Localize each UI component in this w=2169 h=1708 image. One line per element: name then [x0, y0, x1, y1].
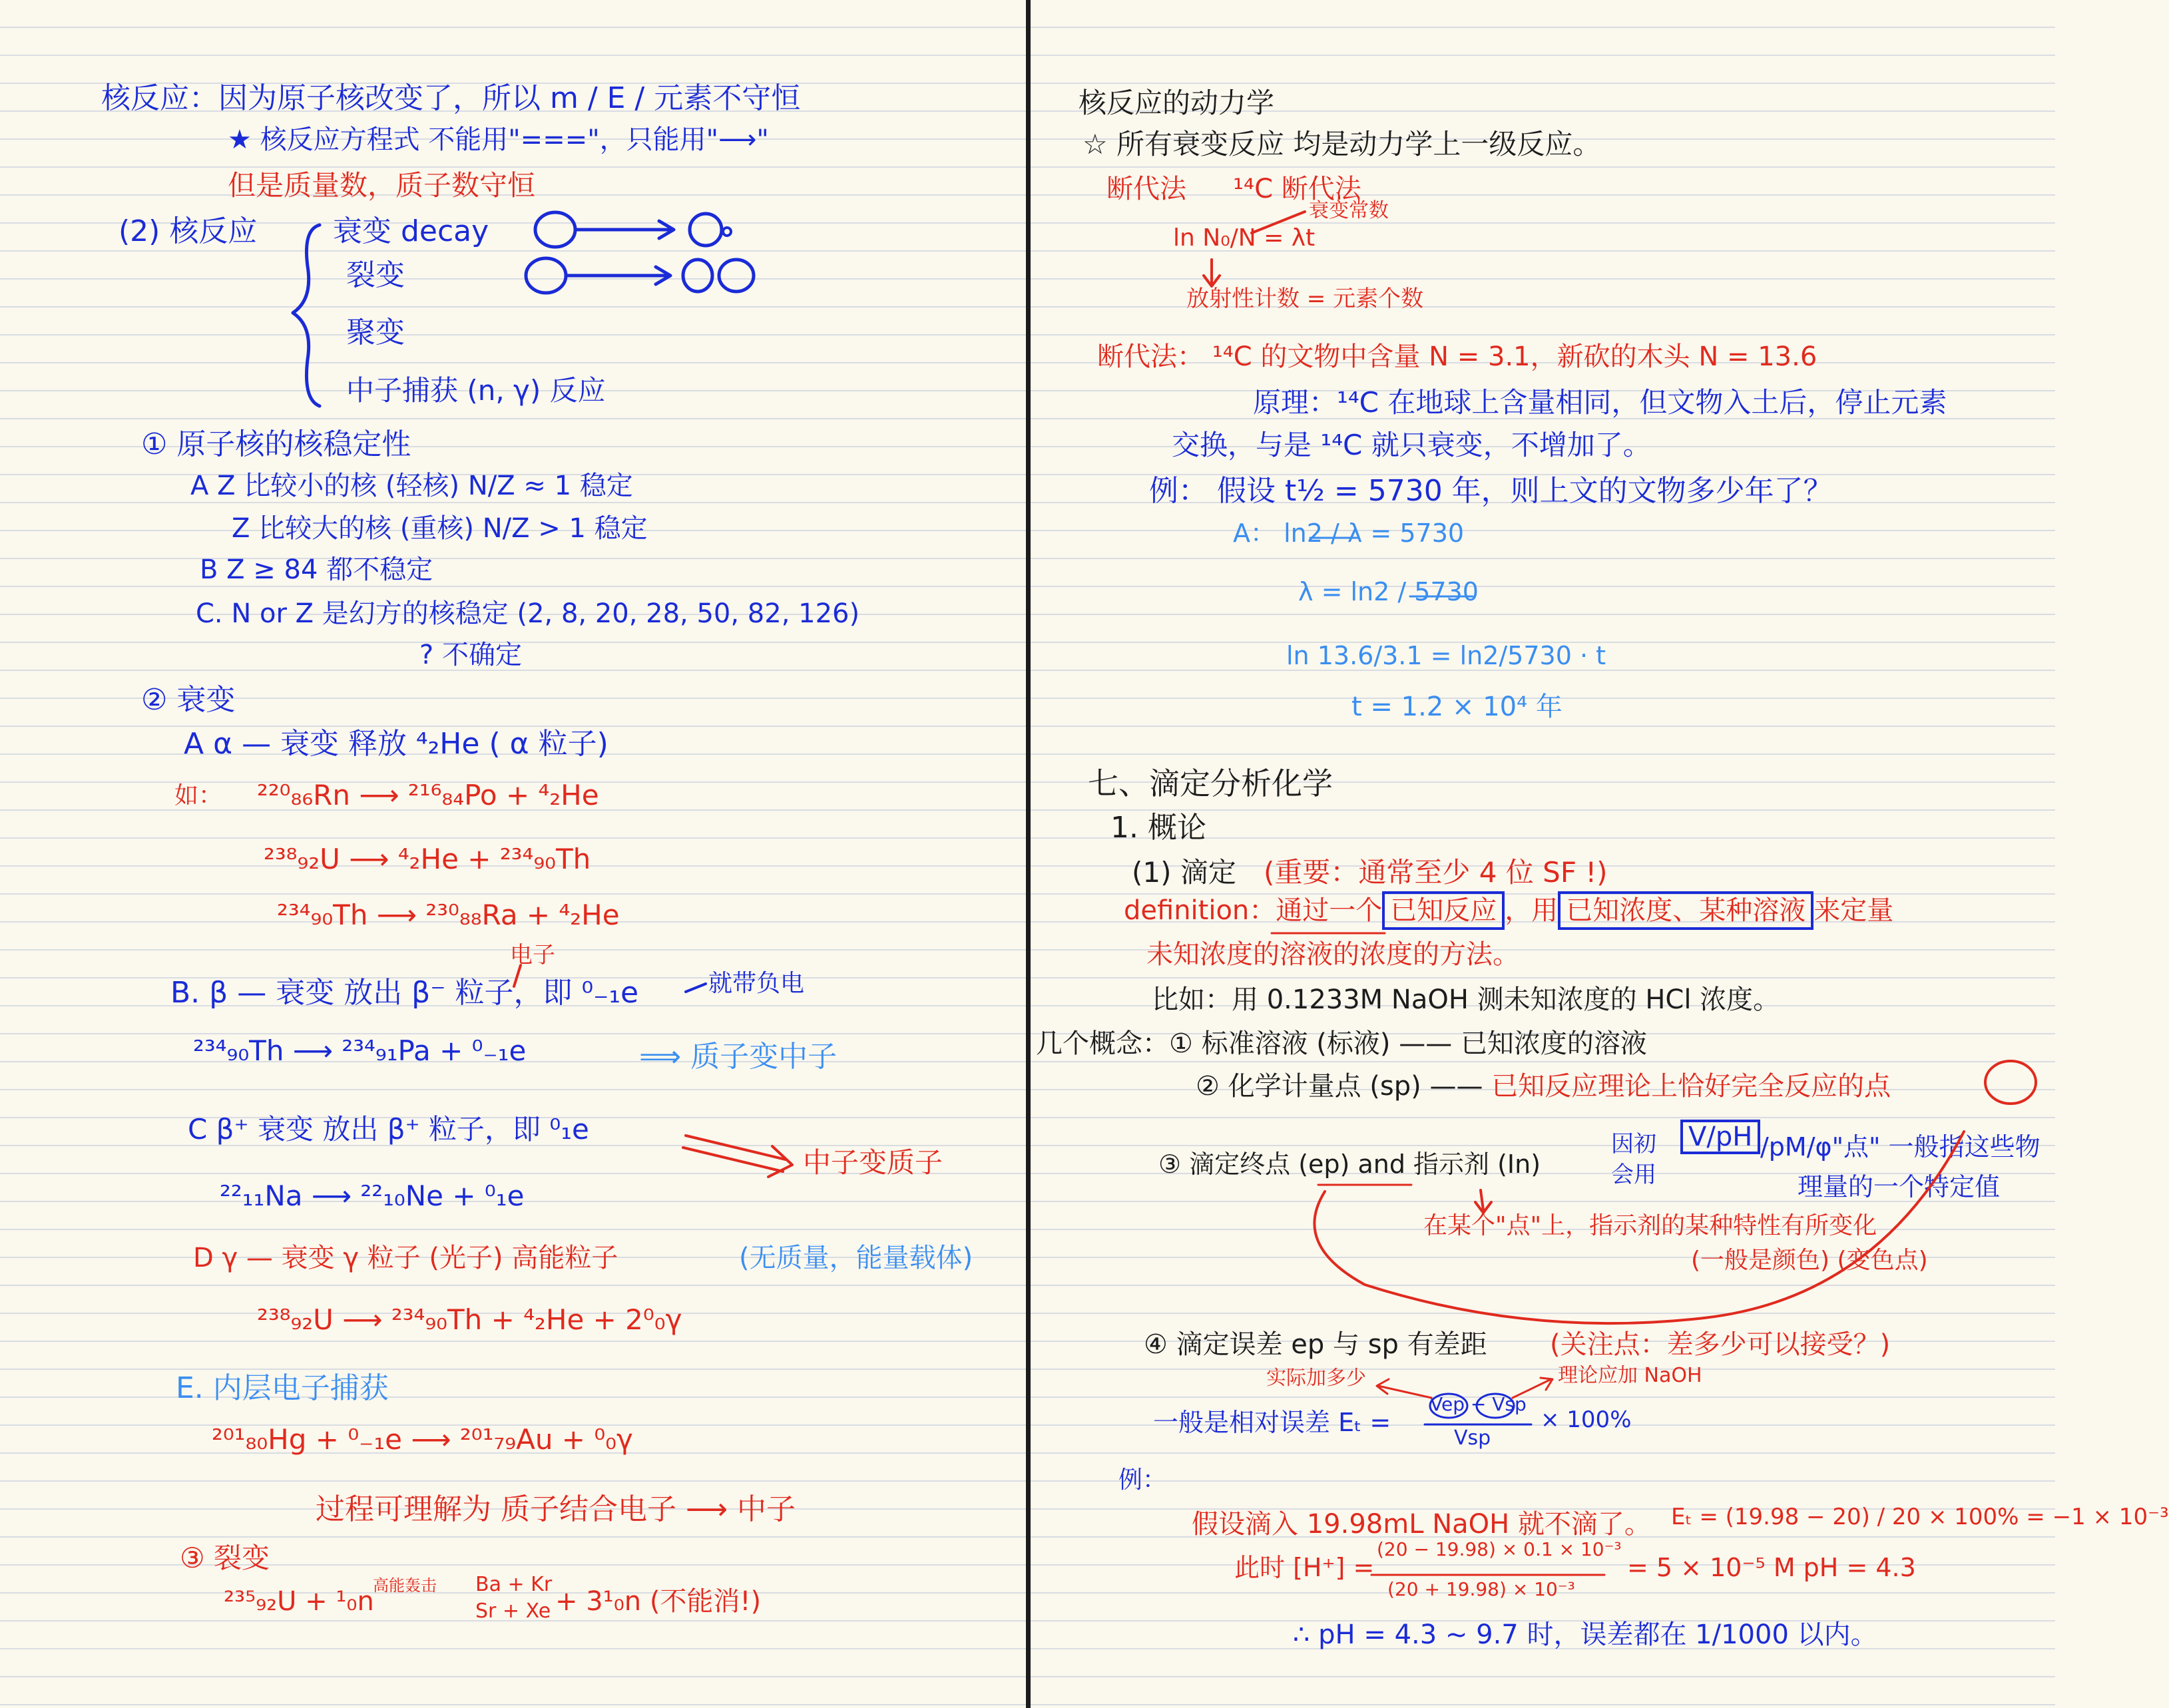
note-line: 核反应：因为原子核改变了，所以 m / E / 元素不守恒: [101, 81, 801, 115]
formula: × 100%: [1541, 1406, 1632, 1433]
nuclear-equation: ²³⁴₉₀Th ⟶ ²³⁴₉₁Pa + ⁰₋₁e: [193, 1034, 527, 1067]
definition-prefix: definition：通过一个: [1124, 895, 1383, 926]
annotation: 在某个"点"上，指示剂的某种特性有所变化: [1423, 1212, 1877, 1239]
nuclear-equation: + 3¹₀n (不能消!): [555, 1586, 762, 1617]
note-line: A Z 比较小的核 (轻核) N/Z ≈ 1 稳定: [190, 471, 633, 501]
note-line: 中子捕获 (n, γ) 反应: [346, 374, 606, 407]
note-line: 裂变: [346, 258, 405, 292]
note-line: ④ 滴定误差 ep 与 sp 有差距: [1144, 1329, 1487, 1360]
note-line: B Z ≥ 84 都不稳定: [200, 554, 433, 585]
formula-numerator: Vep − Vsp: [1430, 1393, 1527, 1415]
definition-text: ，用: [1505, 895, 1559, 926]
note-label: 例：: [1118, 1466, 1167, 1494]
annotation: 会用: [1611, 1162, 1656, 1188]
section-heading: 七、滴定分析化学: [1088, 765, 1333, 801]
nuclear-equation: ²³⁸₉₂U ⟶ ⁴₂He + ²³⁴₉₀Th: [264, 843, 591, 875]
note-line: 衰变 decay: [333, 214, 489, 248]
formula: A： ln2 / λ = 5730: [1233, 519, 1465, 548]
note-line: 例： 假设 t½ = 5730 年，则上文的文物多少年了？: [1149, 474, 1833, 508]
section-heading: ② 衰变: [141, 683, 236, 717]
note-line: 比如：用 0.1233M NaOH 测未知浓度的 HCl 浓度。: [1152, 984, 1780, 1015]
formula: λ = ln2 / 5730: [1298, 577, 1479, 606]
page-title: 核反应的动力学: [1079, 87, 1275, 119]
formula-denominator: Vsp: [1454, 1426, 1491, 1450]
annotation: /pM/φ"点" 一般指这些物: [1760, 1132, 2041, 1162]
annotation: (关注点：差多少可以接受？): [1550, 1329, 1891, 1360]
notebook-spine: [1026, 0, 1031, 1708]
note-line: 交换，与是 ¹⁴C 就只衰变，不增加了。: [1172, 429, 1651, 461]
annotation: 衰变常数: [1309, 199, 1389, 222]
concept-value: 已知浓度的溶液: [1460, 1028, 1647, 1059]
annotation: 理量的一个特定值: [1798, 1172, 2001, 1201]
annotation: 放射性计数 = 元素个数: [1186, 286, 1424, 312]
formula-denominator: (20 + 19.98) × 10⁻³: [1387, 1578, 1575, 1600]
note-line: (重要：通常至少 4 位 SF !): [1264, 856, 1608, 889]
definition-line: 未知浓度的溶液的浓度的方法。: [1146, 939, 1519, 970]
concept-label: ② 化学计量点 (sp) ——: [1196, 1071, 1492, 1102]
section-heading: ① 原子核的核稳定性: [141, 427, 411, 461]
boxed-term: V/pH: [1680, 1120, 1760, 1154]
note-line: C β⁺ 衰变 放出 β⁺ 粒子，即 ⁰₁e: [188, 1113, 589, 1146]
nuclear-equation: ²³⁵₉₂U + ¹₀n: [224, 1586, 374, 1617]
section-heading: 1. 概论: [1110, 811, 1206, 845]
boxed-term: 已知浓度、某种溶液: [1558, 891, 1813, 930]
note-line: ★ 核反应方程式 不能用"==="，只能用"⟶": [228, 124, 769, 155]
annotation: 理论应加 NaOH: [1558, 1364, 1702, 1387]
nuclear-equation: ²³⁴₉₀Th ⟶ ²³⁰₈₈Ra + ⁴₂He: [277, 899, 620, 931]
nuclear-equation: Sr + Xe: [475, 1600, 551, 1623]
note-line: [1036, 1030, 1647, 1057]
concept-label: 几个概念：① 标准溶液 (标液) ——: [1036, 1028, 1461, 1059]
annotation: (无质量，能量载体): [739, 1243, 973, 1273]
note-line: ☆ 所有衰变反应 均是动力学上一级反应。: [1083, 128, 1601, 160]
formula: ln 13.6/3.1 = ln2/5730 · t: [1286, 641, 1606, 670]
note-line: B. β — 衰变 放出 β⁻ 粒子，即 ⁰₋₁e: [170, 976, 639, 1010]
definition-line: [1124, 897, 1893, 924]
annotation: 中子变质子: [803, 1146, 943, 1179]
right-page: [1031, 0, 2055, 1708]
note-line: E. 内层电子捕获: [176, 1371, 389, 1405]
nuclear-equation: ²²⁰₈₆Rn ⟶ ²¹⁶₈₄Po + ⁴₂He: [257, 779, 599, 811]
note-line: ∴ pH = 4.3 ~ 9.7 时，误差都在 1/1000 以内。: [1293, 1619, 1877, 1650]
formula: Eₜ = (19.98 − 20) / 20 × 100% = −1 × 10⁻³: [1671, 1504, 2169, 1530]
concept-value: 已知反应理论上恰好完全反应的点: [1491, 1071, 1891, 1102]
note-line: 假设滴入 19.98mL NaOH 就不滴了。: [1192, 1509, 1651, 1540]
note-line: ? 不确定: [419, 640, 522, 670]
note-line: 断代法： ¹⁴C 的文物中含量 N = 3.1，新砍的木头 N = 13.6: [1097, 341, 1817, 372]
note-line: ¹⁴C 断代法: [1233, 174, 1361, 204]
note-line: 过程可理解为 质子结合电子 ⟶ 中子: [316, 1492, 796, 1526]
note-line: A α — 衰变 释放 ⁴₂He ( α 粒子): [184, 727, 608, 761]
nuclear-equation: Ba + Kr: [475, 1573, 553, 1596]
note-line: [1196, 1073, 1891, 1100]
nuclear-equation: ²³⁸₉₂U ⟶ ²³⁴₉₀Th + ⁴₂He + 2⁰₀γ: [257, 1303, 682, 1336]
note-label: 断代法: [1106, 174, 1186, 204]
formula-numerator: (20 − 19.98) × 0.1 × 10⁻³: [1377, 1538, 1622, 1560]
note-line: D γ — 衰变 γ 粒子 (光子) 高能粒子: [193, 1243, 618, 1273]
annotation: ⟹ 质子变中子: [639, 1040, 838, 1074]
annotation: 就带负电: [708, 970, 805, 997]
annotation: 电子: [510, 942, 555, 968]
note-line: 原理：¹⁴C 在地球上含量相同，但文物入土后，停止元素: [1253, 386, 1947, 419]
definition-text: 来定量: [1813, 895, 1894, 926]
annotation: 高能轰击: [373, 1576, 437, 1595]
boxed-term: 已知反应: [1382, 891, 1505, 930]
note-line: Z 比较大的核 (重核) N/Z > 1 稳定: [232, 513, 648, 544]
formula: 此时 [H⁺] =: [1234, 1553, 1375, 1582]
formula: ln N₀/N = λt: [1173, 224, 1316, 252]
note-line: C. N or Z 是幻方的核稳定 (2, 8, 20, 28, 50, 82, 126): [196, 598, 860, 629]
annotation: 实际加多少: [1266, 1367, 1366, 1390]
nuclear-equation: ²²₁₁Na ⟶ ²²₁₀Ne + ⁰₁e: [220, 1179, 525, 1212]
note-line: 聚变: [346, 316, 405, 349]
annotation: 因初: [1611, 1131, 1656, 1158]
section-heading: ③ 裂变: [180, 1542, 270, 1574]
formula: 一般是相对误差 Eₜ =: [1153, 1408, 1391, 1437]
note-line: 但是质量数，质子数守恒: [228, 169, 536, 202]
formula: t = 1.2 × 10⁴ 年: [1351, 692, 1563, 722]
annotation: (一般是颜色) (变色点): [1691, 1247, 1928, 1274]
section-heading: (2) 核反应: [119, 214, 258, 248]
note-label: 如：: [174, 782, 223, 809]
note-label: (1) 滴定: [1132, 856, 1236, 889]
note-line: ③ 滴定终点 (ep) and 指示剂 (In): [1158, 1150, 1541, 1179]
nuclear-equation: ²⁰¹₈₀Hg + ⁰₋₁e ⟶ ²⁰¹₇₉Au + ⁰₀γ: [212, 1423, 633, 1456]
formula: = 5 × 10⁻⁵ M pH = 4.3: [1627, 1553, 1916, 1582]
